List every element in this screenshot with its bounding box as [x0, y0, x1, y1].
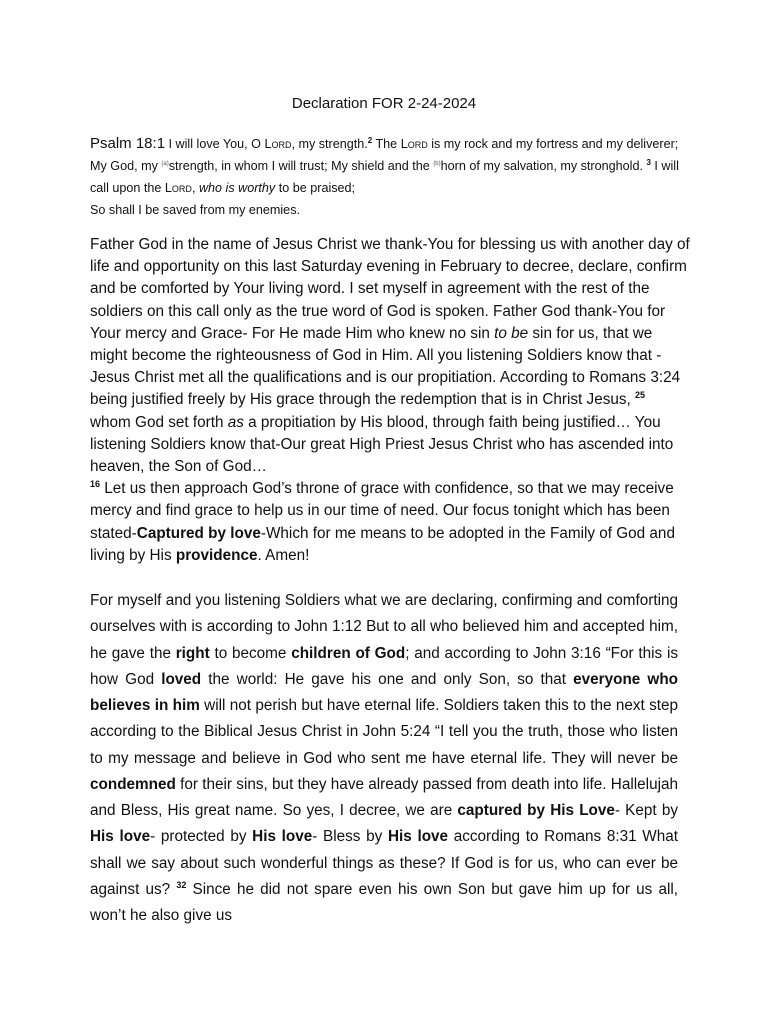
document-title: Declaration FOR 2-24-2024	[291, 95, 477, 112]
psalm-text: ,	[191, 181, 199, 195]
verse-number: 25	[635, 390, 646, 401]
psalm-text: horn of my salvation, my stronghold.	[440, 159, 647, 173]
psalm-text: I will love You, O	[165, 137, 265, 151]
psalm-text: So shall I be saved from my enemies.	[90, 203, 300, 217]
paragraph-bold: right	[175, 644, 210, 662]
psalm-text: strength, in whom I will trust; My shield and the	[168, 159, 434, 173]
paragraph-text: Since he did not spare even his own Son but gave him up for us all, won’t he also give us	[90, 880, 678, 924]
paragraph-italic: as	[227, 413, 244, 431]
paragraph-text: Father God in the name of Jesus Christ we thank-You for blessing us with another day of life and opportunity on this last Saturday evening in February to decree, declare, confirm and be comforted by Your living word. I set myself in agreement with the rest of the soldiers on this call only as the true word of God is spoken. Father God thank-You for Your mercy and Grace- For He made Him who knew no sin	[90, 236, 690, 342]
paragraph-bold: condemned	[90, 775, 176, 793]
paragraph-text: whom God set forth	[90, 413, 228, 431]
lord-small-caps: Lord	[264, 137, 292, 151]
paragraph-bold: providence	[175, 546, 258, 564]
psalm-text: , my strength.	[291, 137, 368, 151]
paragraph-bold: everyone who believes in him	[90, 670, 679, 714]
paragraph-text: ; and according to John 3:16 “For this is how God	[90, 644, 678, 688]
lord-small-caps: Lord	[164, 181, 192, 195]
psalm-text: The	[372, 137, 401, 151]
lord-small-caps: Lord	[400, 137, 428, 151]
paragraph-bold: children of God	[291, 644, 406, 662]
paragraph-text: -Which for me means to be adopted in the Family of God and living by His	[90, 524, 675, 564]
verse-number: 2	[367, 135, 373, 145]
paragraph-text: - Kept by	[614, 802, 678, 819]
paragraph-text: sin for us, that we might become the righteousness of God in Him. All you listening Soldiers know that -Jesus Christ met all the qualifications and is our propitiation. According to Romans 3:24 being justified freely by His grace through the redemption that is in Christ Jesus,	[90, 324, 681, 409]
paragraph-text: Let us then approach God’s throne of grace with confidence, so that we may receive mercy and find grace to help us in our time of need. Our focus tonight which has been stated-	[90, 480, 674, 542]
psalm-text: I will call upon the	[90, 159, 679, 195]
paragraph-text: according to Romans 8:31 What shall we say about such wonderful things as these? If God is for us, who can ever be against us?	[90, 828, 678, 898]
paragraph-text: . Amen!	[257, 546, 310, 564]
psalm-italic: who is worthy	[198, 181, 276, 195]
verse-number: 3	[646, 157, 651, 167]
verse-number: 32	[176, 879, 187, 890]
paragraph-bold: loved	[161, 670, 202, 688]
paragraph-text: for their sins, but they have already passed from death into life. Hallelujah and Bless, His great name. So yes, I decree, we are	[90, 775, 678, 819]
psalm-text: is my rock and my fortress and my deliverer; My God, my	[90, 137, 679, 173]
paragraph-text: For myself and you listening Soldiers what we are declaring, confirming and comforting ourselves with is according to John 1:12 But to all who believed him and accepted him, he gave the	[90, 592, 678, 662]
paragraph-text: will not perish but have eternal life. Soldiers taken this to the next step according to the Biblical Jesus Christ in John 5:24 “I tell you the truth, those who listen to my message and believe in God who sent me have eternal life. They will never be	[90, 697, 678, 767]
cross-reference-marker[interactable]: (a)	[161, 160, 169, 167]
paragraph-text: a propitiation by His blood, through faith being justified… You listening Soldiers know that-Our great High Priest Jesus Christ who has ascended into heaven, the Son of God…	[90, 413, 674, 476]
paragraph-text: - Bless by	[312, 828, 388, 846]
verse-number: 16	[90, 479, 101, 490]
declaration-paragraph	[90, 588, 678, 929]
paragraph-bold: His love	[387, 828, 449, 846]
paragraph-text: the world: He gave his one and only Son, so that	[201, 670, 574, 688]
cross-reference-marker[interactable]: (b)	[433, 160, 441, 167]
psalm-text: to be praised;	[275, 181, 356, 195]
paragraph-bold: His love	[90, 828, 151, 846]
prayer-paragraph	[90, 234, 690, 567]
paragraph-bold: captured by His Love	[457, 802, 615, 819]
paragraph-bold: Captured by love	[136, 524, 261, 542]
paragraph-text: to become	[209, 644, 292, 662]
paragraph-text: - protected by	[150, 828, 253, 846]
paragraph-italic: to be	[494, 324, 529, 342]
psalm-passage	[90, 133, 690, 221]
paragraph-bold: His love	[252, 828, 313, 846]
psalm-reference: Psalm 18:1	[90, 135, 166, 152]
